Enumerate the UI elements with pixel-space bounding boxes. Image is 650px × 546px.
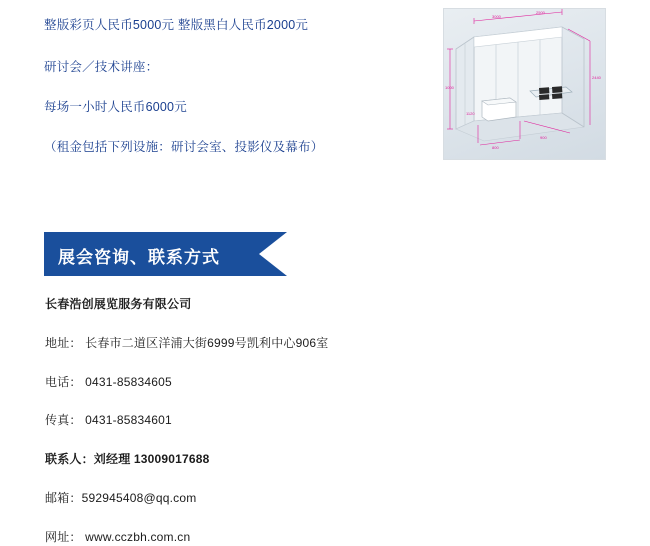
section-banner [44,232,287,276]
contact-phone: 电话： 0431-85834605 [45,374,172,389]
booth-dim-1120: 1120 [466,111,475,116]
contact-list [45,296,565,546]
contact-email: 邮箱：592945408@qq.com [45,490,197,505]
pricing-line-ad-rates: 整版彩页人民币5000元 整版黑白人民币2000元 [44,18,309,32]
booth-dim-900: 900 [540,135,547,140]
contact-fax: 传真： 0431-85834601 [45,413,172,428]
contact-company: 长春浩创展览服务有限公司 [45,297,192,311]
booth-diagram-image [443,8,606,160]
booth-dim-1000: 1000 [445,85,454,90]
booth-dim-3000: 3000 [492,14,501,19]
pricing-block [44,16,424,179]
pricing-line-seminar-rate: 每场一小时人民币6000元 [44,100,187,115]
contact-address: 地址： 长春市二道区洋浦大街6999号凯利中心906室 [45,335,329,350]
booth-dim-800: 800 [492,145,499,150]
section-title: 展会咨询、联系方式 [58,248,220,267]
booth-dim-2500: 2500 [536,10,545,15]
pricing-line-seminar-note: （租金包括下列设施：研讨会室、投影仪及幕布） [44,140,324,155]
pricing-line-seminar-heading: 研讨会／技术讲座： [44,60,159,75]
contact-website: 网址： www.cczbh.com.cn [45,529,191,544]
contact-person: 联系人：刘经理 13009017688 [45,452,210,467]
banner-arrow-shape [259,232,287,276]
booth-dim-2440: 2440 [592,75,601,80]
